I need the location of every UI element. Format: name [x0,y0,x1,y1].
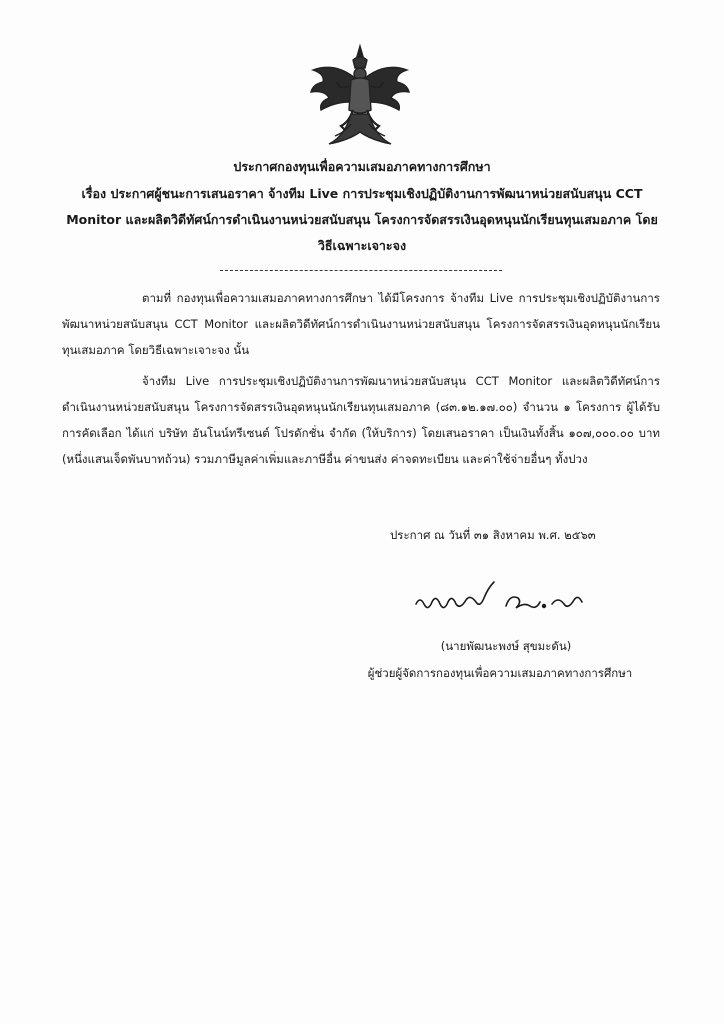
garuda-emblem-icon [305,40,415,150]
signer-title: ผู้ช่วยผู้จัดการกองทุนเพื่อความเสมอภาคทางการศึกษา [367,666,633,680]
body-paragraph-1: ตามที่ กองทุนเพื่อความเสมอภาคทางการศึกษา ได้มีโครงการ จ้างทีม Live การประชุมเชิงปฏิบัติงานการพัฒนาหน่วยสนับสนุน CCT Monitor และผลิตวิดีทัศน์การดำเนินงานหน่วยสนับสนุน โครงการจัดสรรเงินอุดหนุนนักเรียนทุนเสมอภาค โดยวิธีเฉพาะเจาะจง นั้น [62,291,660,357]
document-subject: เรื่อง ประกาศผู้ชนะการเสนอราคา จ้างทีม Live การประชุมเชิงปฏิบัติงานการพัฒนาหน่วยสนับสนุน CCT Monitor และผลิตวิดีทัศน์การดำเนินงานหน่วยสนับสนุน โครงการจัดสรรเงินอุดหนุนนักเรียนทุนเสมอภาค โดยวิธีเฉพาะเจาะจง [66,186,658,253]
announcement-date: ประกาศ ณ วันที่ ๓๑ สิงหาคม พ.ศ. ๒๕๖๓ [390,528,596,542]
document-title: ประกาศกองทุนเพื่อความเสมอภาคทางการศึกษา [233,159,491,174]
divider-line [220,270,502,271]
handwritten-signature [410,572,590,622]
body-paragraph-2: จ้างทีม Live การประชุมเชิงปฏิบัติงานการพัฒนาหน่วยสนับสนุน CCT Monitor และผลิตวิดีทัศน์การดำเนินงานหน่วยสนับสนุน โครงการจัดสรรเงินอุดหนุนนักเรียนทุนเสมอภาค (๘๓.๑๒.๑๗.๐๐) จำนวน ๑ โครงการ ผู้ได้รับการคัดเลือก ได้แก่ บริษัท อันโนน์ทรีเซนต์ โปรดักชั่น จำกัด (ให้บริการ) โดยเสนอราคา เป็นเงินทั้งสิ้น ๑๐๗,๐๐๐.๐๐ บาท (หนึ่งแสนเจ็ดพันบาทถ้วน) รวมภาษีมูลค่าเพิ่มและภาษีอื่น ค่าขนส่ง ค่าจดทะเบียน และค่าใช้จ่ายอื่นๆ ทั้งปวง [62,374,660,466]
signer-name: (นายพัฒนะพงษ์ สุขมะดัน) [440,639,572,653]
